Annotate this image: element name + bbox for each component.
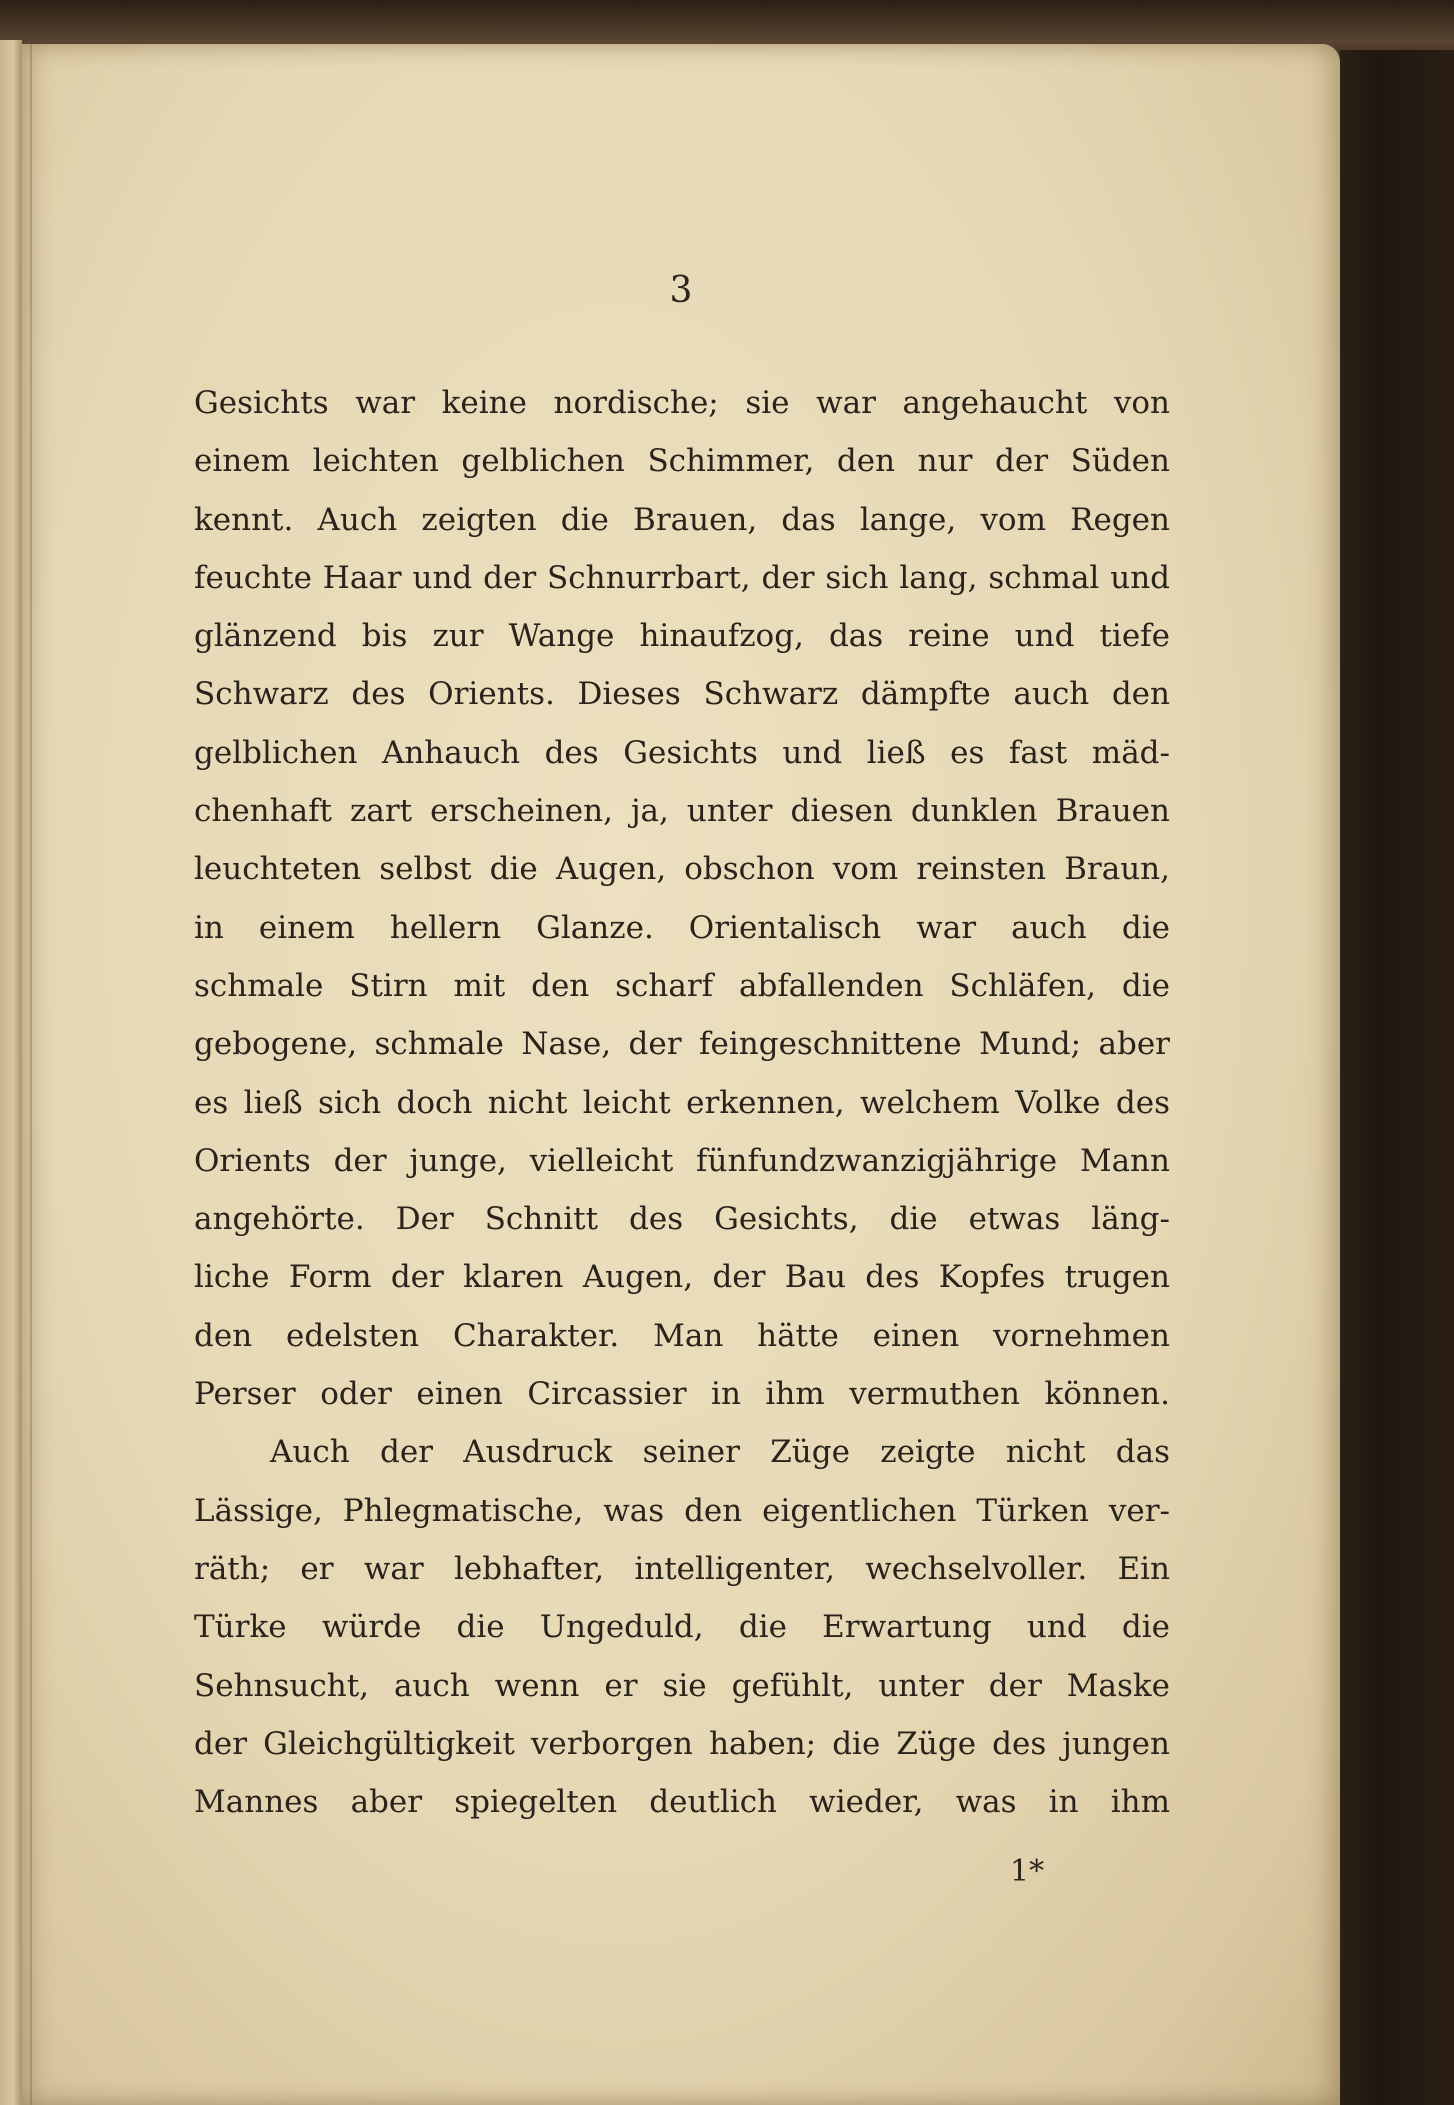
gutter-line [30, 44, 32, 2105]
text-line: den edelsten Charakter. Man hätte einen vornehmen [194, 1317, 1170, 1354]
text-line: kennt. Auch zeigten die Brauen, das lange, vom Regen [194, 501, 1170, 538]
text-line: Orients der junge, vielleicht fünfundzwanzigjährige Mann [194, 1142, 1170, 1179]
text-line: chenhaft zart erscheinen, ja, unter diesen dunklen Brauen [194, 793, 1170, 830]
text-line: Mannes aber spiegelten deutlich wieder, was in ihm [194, 1784, 1170, 1821]
text-line: schmale Stirn mit den scharf abfallenden Schläfen, die [194, 967, 1170, 1004]
text-line: Türke würde die Ungeduld, die Erwartung und die [194, 1609, 1170, 1646]
text-line: Schwarz des Orients. Dieses Schwarz dämpfte auch den [194, 676, 1170, 713]
facing-page-edge [0, 40, 22, 2105]
text-line: in einem hellern Glanze. Orientalisch war auch die [194, 909, 1170, 946]
text-line: Gesichts war keine nordische; sie war angehaucht von [194, 385, 1170, 421]
text-line: es ließ sich doch nicht leicht erkennen, welchem Volke des [194, 1084, 1170, 1121]
text-line: gelblichen Anhauch des Gesichts und ließ es fast mäd- [194, 734, 1170, 771]
text-line: liche Form der klaren Augen, der Bau des Kopfes trugen [194, 1259, 1170, 1296]
text-line: räth; er war lebhafter, intelligenter, wechselvoller. Ein [194, 1550, 1170, 1587]
page-number: 3 [669, 270, 693, 311]
book-page [22, 44, 1340, 2105]
signature-mark: 1* [1010, 1854, 1045, 1889]
text-line: glänzend bis zur Wange hinaufzog, das reine und tiefe [194, 618, 1170, 655]
text-line: Lässige, Phlegmatische, was den eigentlichen Türken ver- [194, 1492, 1170, 1529]
text-line: gebogene, schmale Nase, der feingeschnittene Mund; aber [194, 1026, 1170, 1063]
text-line: Sehnsucht, auch wenn er sie gefühlt, unter der Maske [194, 1667, 1170, 1704]
text-line: einem leichten gelblichen Schimmer, den nur der Süden [194, 443, 1170, 480]
page-text [194, 374, 1170, 1831]
text-line: feuchte Haar und der Schnurrbart, der sich lang, schmal und [194, 559, 1170, 596]
text-line: angehörte. Der Schnitt des Gesichts, die etwas läng- [194, 1201, 1170, 1238]
book-cover-edge [1340, 50, 1454, 2105]
text-line: der Gleichgültigkeit verborgen haben; die Züge des jungen [194, 1725, 1170, 1762]
text-line: Perser oder einen Circassier in ihm vermuthen können. [194, 1376, 1170, 1413]
text-line: leuchteten selbst die Augen, obschon vom reinsten Braun, [194, 851, 1170, 888]
text-line: Auch der Ausdruck seiner Züge zeigte nicht das [270, 1434, 1170, 1471]
